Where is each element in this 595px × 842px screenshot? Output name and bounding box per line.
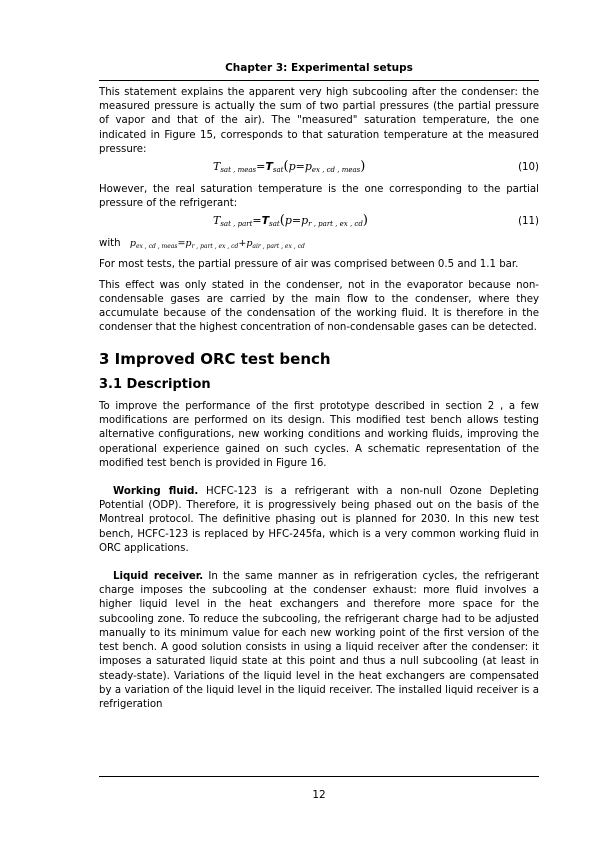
eq11-lhs-subscript: sat , part (220, 220, 253, 229)
paragraph-text: In the same manner as in refrigeration cycles, the refrigerant charge imposes the subcooling at the condenser exhaust: more fluid involves a higher liquid level in the heat exchangers and therefore more space for the subcooling zone. To reduce the subcooling, the refrigerant charge had to be adjusted manually to its minimum value for each new working point of the first version of the test bench. A good solution consists in using a liquid receiver after the condenser: it imposes a saturated liquid state at this point and thus a null subcooling (at least in steady-state). Variations of the liquid level in the heat exchangers are compensated by a variation of the liquid level in the liquid receiver. The installed liquid receiver is a refrigeration (99, 571, 539, 710)
with-label: with (99, 238, 121, 250)
equation-11-formula: $T_{sat , part}=T_{sat}(p=p_{r , part , ex , cd})$ (213, 213, 368, 229)
equation-10-number: (10) (518, 162, 539, 174)
equation-11-number: (11) (518, 216, 539, 228)
paragraph-liquid-receiver (99, 570, 539, 712)
header-rule (99, 80, 539, 81)
run-in-heading: Working fluid. (113, 486, 199, 498)
page-number: 12 (312, 789, 326, 801)
eq11-func-subscript: sat (269, 220, 280, 229)
with-b-subscript: r , part , ex , cd (191, 243, 239, 251)
with-clause (99, 237, 539, 254)
with-a-subscript: ex , cd , meas (135, 243, 178, 251)
paragraph: This effect was only stated in the condenser, not in the evaporator because non-condensable gases are carried by the main flow to the condenser, where they accumulate because of the condensation of the working fluid. It is therefore in the condenser that the highest concentration of non-condensable gases can be detected. (99, 279, 539, 334)
with-formula: $p_{ex , cd , meas}=p_{r , part , ex , cd}+p_{air , part , ex , cd}$ (129, 238, 305, 251)
section-heading: 3 Improved ORC test bench (99, 349, 331, 368)
paragraph-working-fluid (99, 485, 539, 556)
equation-11 (99, 212, 539, 234)
subsection-heading: 3.1 Description (99, 376, 211, 392)
with-c-subscript: air , part , ex , cd (252, 243, 305, 251)
paragraph: For most tests, the partial pressure of air was comprised between 0.5 and 1.1 bar. (99, 258, 519, 270)
eq10-arg-subscript: ex , cd , meas (311, 166, 361, 175)
eq10-lhs-subscript: sat , meas (220, 166, 257, 175)
eq11-arg-subscript: r , part , ex , cd (308, 220, 363, 229)
eq10-func-subscript: sat (272, 166, 284, 175)
equation-10-formula: $T_{sat , meas}=T_{sat}(p=p_{ex , cd , meas})$ (213, 159, 366, 175)
run-in-heading: Liquid receiver. (113, 571, 204, 583)
page-body (99, 86, 539, 712)
footer-rule (99, 776, 539, 777)
running-header: Chapter 3: Experimental setups (225, 62, 413, 74)
equation-10 (99, 158, 539, 180)
paragraph: This statement explains the apparent very high subcooling after the condenser: the measured pressure is actually the sum of two partial pressures (the partial pressure of vapor and that of the air). The "measured" saturation temperature, the one indicated in Figure 15, corresponds to that saturation temperature at the measured pressure: (99, 87, 539, 155)
paragraph-text: HCFC-123 is a refrigerant with a non-null Ozone Depleting Potential (ODP). Therefore, it is progressively being phased out on the basis of the Montreal protocol. The definitive phasing out is planned for 2030. In this new test bench, HCFC-123 is replaced by HFC-245fa, which is a very common working fluid in ORC applications. (99, 486, 539, 554)
paragraph: To improve the performance of the first prototype described in section 2 , a few modifications are performed on its design. This modified test bench allows testing alternative configurations, new working conditions and working fluids, improving the operational experience gained on such cycles. A schematic representation of the modified test bench is provided in Figure 16. (99, 401, 539, 469)
paragraph: However, the real saturation temperature is the one corresponding to the partial pressure of the refrigerant: (99, 184, 539, 210)
